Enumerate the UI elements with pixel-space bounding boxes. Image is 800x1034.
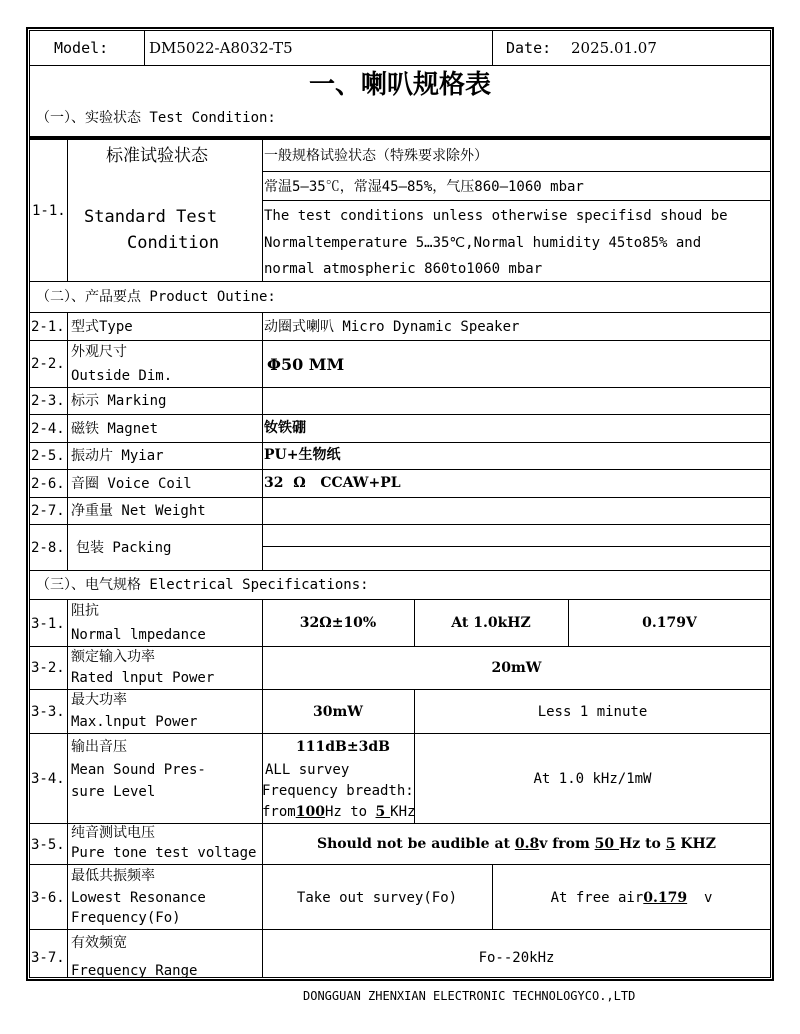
row-label: 磁铁 Magnet xyxy=(71,421,159,437)
row-number: 3-2. xyxy=(31,660,65,676)
grid-line xyxy=(29,442,771,443)
grid-line xyxy=(262,138,263,281)
text-fragment: KHz xyxy=(390,804,416,820)
text-fragment: v from xyxy=(539,836,595,852)
grid-line xyxy=(29,65,771,66)
row-number: 1-1. xyxy=(32,203,66,219)
date-label: Date: xyxy=(506,39,552,57)
resonance-voltage: 0.179 xyxy=(643,890,688,906)
row-label-en: Rated lnput Power xyxy=(71,670,215,686)
grid-line xyxy=(262,546,771,547)
text-fragment: v xyxy=(687,890,713,906)
impedance-frequency: At 1.0kHZ xyxy=(451,615,531,631)
company-footer: DONGGUAN ZHENXIAN ELECTRONIC TECHNOLOGYCO.,LTD xyxy=(303,989,636,1003)
row-label-en: Pure tone test voltage xyxy=(71,845,257,861)
row-label-cn: 最低共振频率 xyxy=(71,868,155,884)
grid-line xyxy=(262,171,771,172)
cell-text: Normaltemperature 5…35℃,Normal humidity 45to85% and xyxy=(264,235,702,251)
row-number: 2-8. xyxy=(31,540,65,556)
test-voltage: 0.8 xyxy=(514,836,540,852)
spl-frequency-range xyxy=(262,805,415,819)
spl-value: 111dB±3dB xyxy=(296,739,390,755)
frequency-low: 100 xyxy=(295,804,325,820)
grid-line xyxy=(29,312,771,313)
row-label: 包装 Packing xyxy=(76,540,172,556)
grid-line xyxy=(29,281,771,282)
frequency-range-value: Fo--20kHz xyxy=(478,950,555,966)
row-number: 2-2. xyxy=(31,356,65,372)
grid-line xyxy=(29,497,771,498)
row-number: 2-3. xyxy=(31,393,65,409)
max-power-value: 30mW xyxy=(312,704,364,720)
grid-line xyxy=(67,312,68,570)
row-value: PU+生物纸 xyxy=(264,447,341,463)
grid-line xyxy=(29,646,771,647)
row-number: 3-1. xyxy=(31,616,65,632)
row-label: 型式Type xyxy=(71,319,133,335)
max-power-duration: Less 1 minute xyxy=(537,704,648,720)
model-label: Model: xyxy=(54,39,109,57)
row-value: 动圈式喇叭 Micro Dynamic Speaker xyxy=(264,319,520,335)
grid-line xyxy=(29,599,771,600)
row-number: 3-7. xyxy=(31,950,65,966)
grid-line xyxy=(29,570,771,571)
section-heading-test-condition: （一）、实验状态 Test Condition: xyxy=(36,110,276,126)
resonance-condition xyxy=(492,891,771,905)
row-number: 2-7. xyxy=(31,503,65,519)
grid-line xyxy=(29,864,771,865)
grid-line xyxy=(29,414,771,415)
grid-line xyxy=(144,30,145,65)
date-value: 2025.01.07 xyxy=(571,39,657,57)
grid-line xyxy=(262,200,771,201)
row-label-cn: 外观尺寸 xyxy=(71,344,127,360)
grid-line xyxy=(29,823,771,824)
grid-line xyxy=(262,312,263,570)
row-label: 标示 Marking xyxy=(71,393,167,409)
frequency-high: 5 xyxy=(665,836,676,852)
grid-line xyxy=(29,469,771,470)
resonance-method: Take out survey(Fo) xyxy=(296,890,458,906)
grid-line xyxy=(492,30,493,65)
row-number: 2-5. xyxy=(31,448,65,464)
text-fragment: Hz to xyxy=(619,836,666,852)
row-label-en: Frequency(Fo) xyxy=(71,910,181,926)
section-heading-product-outline: （二）、产品要点 Product Outine: xyxy=(36,289,276,305)
row-number: 2-6. xyxy=(31,476,65,492)
row-number: 3-4. xyxy=(31,771,65,787)
row-label-cn: 有效频宽 xyxy=(71,935,127,951)
row-label-en: Max.lnput Power xyxy=(71,714,198,730)
grid-line xyxy=(29,340,771,341)
grid-line xyxy=(67,599,68,978)
frequency-high: 5 xyxy=(375,804,391,820)
rated-power-value: 20mW xyxy=(491,660,542,676)
frequency-low: 50 xyxy=(594,836,620,852)
row-label-en: sure Level xyxy=(71,784,156,800)
grid-line xyxy=(29,733,771,734)
page-title: 一、喇叭规格表 xyxy=(308,70,491,100)
cell-text: normal atmospheric 860to1060 mbar xyxy=(264,261,543,277)
row-label-en: Frequency Range xyxy=(71,963,198,979)
row-label-en: Lowest Resonance xyxy=(71,890,206,906)
row-label-en: Outside Dim. xyxy=(71,368,173,384)
grid-line xyxy=(67,138,68,281)
row-label-cn: 最大功率 xyxy=(71,692,127,708)
pure-tone-value xyxy=(262,837,771,851)
label-en: Standard Test xyxy=(84,207,218,227)
cell-text: The test conditions unless otherwise specifisd shoud be xyxy=(264,208,728,224)
label-en: Condition xyxy=(127,233,220,253)
row-number: 3-3. xyxy=(31,704,65,720)
row-value: 钕铁硼 xyxy=(264,420,306,436)
spl-frequency-label: Frequency breadth: xyxy=(262,783,414,799)
text-fragment: Should not be audible at xyxy=(316,836,515,852)
cell-text: 一般规格试验状态（特殊要求除外） xyxy=(264,148,488,164)
label-cn: 标准试验状态 xyxy=(106,146,208,166)
row-value: Φ50 MM xyxy=(267,355,345,374)
grid-line xyxy=(29,689,771,690)
row-label-cn: 额定输入功率 xyxy=(71,649,155,665)
row-label-en: Mean Sound Pres- xyxy=(71,762,206,778)
row-label: 振动片 Myiar xyxy=(71,448,164,464)
spl-survey: ALL survey xyxy=(265,762,350,778)
impedance-value: 32Ω±10% xyxy=(299,615,377,631)
row-label: 音圈 Voice Coil xyxy=(71,476,192,492)
spl-condition: At 1.0 kHz/1mW xyxy=(533,771,652,787)
row-value: 32 Ω CCAW+PL xyxy=(264,475,401,491)
grid-line xyxy=(29,929,771,930)
text-fragment: KHZ xyxy=(675,836,716,852)
row-label: 净重量 Net Weight xyxy=(71,503,206,519)
grid-line xyxy=(29,387,771,388)
row-number: 2-1. xyxy=(31,319,65,335)
cell-text: 常温5—35℃，常湿45—85%，气压860—1060 mbar xyxy=(264,179,584,195)
row-number: 3-6. xyxy=(31,890,65,906)
row-label-cn: 输出音压 xyxy=(71,739,127,755)
row-label-cn: 阻抗 xyxy=(71,603,99,619)
grid-line xyxy=(29,524,771,525)
text-fragment: from xyxy=(262,804,296,820)
section-heading-electrical: （三）、电气规格 Electrical Specifications: xyxy=(36,577,369,593)
impedance-voltage: 0.179V xyxy=(642,615,697,631)
row-number: 2-4. xyxy=(31,421,65,437)
row-number: 3-5. xyxy=(31,837,65,853)
model-value: DM5022-A8032-T5 xyxy=(149,39,293,57)
row-label-cn: 纯音测试电压 xyxy=(71,825,155,841)
text-fragment: Hz to xyxy=(324,804,376,820)
grid-line-thick xyxy=(29,136,771,140)
text-fragment: At free air xyxy=(550,890,644,906)
row-label-en: Normal lmpedance xyxy=(71,627,206,643)
